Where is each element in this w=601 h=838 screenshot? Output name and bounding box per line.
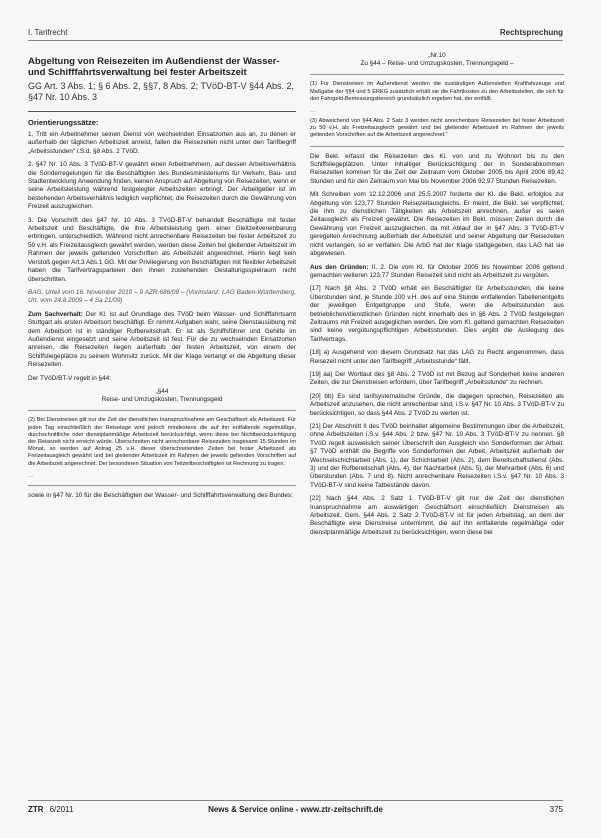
page-number: 375 <box>549 805 563 814</box>
orientation-1: 1. Tritt ein Arbeitnehmer seinen Dienst von wechselnden Einsatzorten aus an, zu denen er außerhalb der täglichen Arbeitszeit anreist, fallen die Reisezeiten nicht unter den Tarifbegriff „Arbeitsstunden“ i.S.d. §8 Abs. 2 TVöD. <box>28 131 296 155</box>
reason-20: [20] bb) Es sind tarifsystematische Gründe, die dagegen sprechen, Reisezeiten als Arbeitszeit anzusehen, die nicht anrechenbar sind, i.S.v. §47 Nr. 10 Abs. 3 TVöD-BT-V zu berücksichtigen, so dass §44 Abs. 2 TVöD zu werten ist. <box>310 392 564 417</box>
reason-21: [21] Der Abschnitt II des TVöD beinhaltet allgemeine Bestimmungen über die Arbeitszeit, ohne Arbeitszeiten i.S.v. §44 Abs. 2 bzw. §47 Nr. 10 Abs. 3 TVöD-BT-V zu nennen. §8 TVöD regelt ausweislich seiner Überschrift den Ausgleich von Sonderformen der Arbeit. §7 TVöD enthält die Begriffe von Sonderformen der Arbeit, Arbeitszeit außerhalb der Wechselschichtarbeit (Abs. 1), der Schichtarbeit (Abs. 2), dem Bereitschaftsdienst (Abs. 3) und der Rufbereitschaft (Abs. 4), der Nachtarbeit (Abs. 5), der Mehrarbeit (Abs. 6) und Überstunden (Abs. 7 und 8). Nicht anrechenbare Reisezeiten i.S.v. §47 Nr. 10 Abs. 3 TVöD-BT-V sind keine Tatbestände davon. <box>310 423 564 489</box>
journal-abbrev: ZTR <box>28 805 44 814</box>
facts-text: Der Kl. ist auf Grundlage des TVöD beim Wasser- und Schifffahrtsamt Stuttgart als ersten Arbeitsort beschäftigt. Er nimmt Aufgaben wahr, seine Dienstausübung mit dem Arbeitsort ist in ständiger Rufbereitschaft. Er ist als Schiffsführer und Gehilfe im Außendienst eingesetzt und seine Arbeitszeit ist fest. Für die zu wechselnden Einsatzorten anreisen, die Reisezeiten liegen außerhalb der festen Arbeitszeit, von einem der Schiffsliegeplätze zu seinem Wohnsitz zurück. Mit der Klage verlangt er die Abgeltung dieser Reisezeiten. <box>28 310 296 369</box>
header-rule <box>28 40 563 41</box>
reason-18: [18] a) Ausgehend von diesem Grundsatz hat das LAG zu Recht angenommen, dass Reisezeit nicht unter den Tarifbegriff „Arbeitsstunde“ fällt. <box>310 349 564 365</box>
regulation-quote-2 <box>310 81 564 139</box>
orientation-3: 3. Die Vorschrift des §47 Nr. 10 Abs. 3 TVöD-BT-V behandelt Beschäftigte mit fester Arbeitszeit und Beschäftigte, die ihre Arbeitsleistung gem. einer Gleitzeitvereinbarung erbringen, unterschiedlich. Während nicht anrechenbare Reisezeiten bei fester Arbeitszeit zu 50 v.H. als Freizeitausgleich gewährt werden, werden diese Zeiten bei gleitender Arbeitszeit im Rahmen der jeweils geltenden Vorschriften als Arbeitszeit angerechnet. Hierin liegt kein Verstoß gegen Art.3 Abs.1 GG. Mit der Privilegierung von Beschäftigten mit flexibler Arbeitszeit haben die Tarifvertragsparteien den ihnen zustehenden Gestaltungsspielraum nicht überschritten. <box>28 216 296 283</box>
ellipsis-2: … <box>310 108 316 115</box>
journal-section: Rechtsprechung <box>499 28 563 37</box>
facts-2: Die Bekl. erfasst die Reisezeiten des Kl. von und zu Wohnort bis zu den Schiffsliegeplätzen. Unter Inhaltiger Berücksichtigung der in Sonderabkommen Reisezeiten kommen für die Zeit der Zeitraum vom Oktober 2005 bis April 2006 89,42 Stunden und für den Zeitraum von Mai bis November 2006 92,97 Stunden Reisezeiten. <box>310 152 564 185</box>
page-header <box>28 26 563 42</box>
orientation-heading: Orientierungssätze: <box>28 118 99 127</box>
reason-17: [17] Nach §8 Abs. 2 TVöD erhält ein Beschäftigter für Arbeitsstunden, die keine Überstunden sind, je Stunde 100 v.H. des auf eine Stunde entfallenden Tabellenentgelts der jeweiligen Entgeltgruppe und Stufe, wenn die Arbeitsstunden aus betrieblichen/dienstlichen Gründen nicht innerhalb des in §6 Abs. 2 TVöD festgelegten Zeitraums mit Freizeit ausgeglichen werden. Die vom Kl. geltend gemachten Reisezeiten sind keine vergütungspflichtigen Arbeitsstunden. Dies ergibt die Auslegung des Tarifvertrags. <box>310 285 564 343</box>
regulation-number: „Nr.10 <box>428 52 446 59</box>
article-title: Abgeltung von Reisezeiten im Außendienst der Wasser- und Schifffahrtsverwaltung bei fester Arbeitszeit <box>28 56 280 78</box>
orientation-2: 2. §47 Nr. 10 Abs. 3 TVöD-BT-V gewährt einen Arbeitnehmern, auf dessen Arbeitsverhältnis die Sonderregelungen für die Beschäftigten des Bundesministeriums für Verkehr, Bau- und Stadtentwicklung Anwendung finden, keinen Anspruch auf Abgeltung von Reisezeiten, wenn er seine Arbeitsleistung während festgelegter Arbeitszeiten erbringt. Der Arbeitgeber ist im bestehenden Arbeitsverhältnis lediglich verpflichtet, die Reisezeiten durch die Gewährung von Freizeit auszugleichen. <box>28 161 296 211</box>
left-column <box>28 52 296 788</box>
reasons-lead: Aus den Gründen: <box>310 263 369 271</box>
right-column <box>310 52 564 788</box>
article-norms: GG Art. 3 Abs. 1; § 6 Abs. 2, §§7, 8 Abs. 2; TVöD-BT-V §44 Abs. 2, §47 Nr. 10 Abs. 3 <box>28 81 294 102</box>
section-label: I. Tarifrecht <box>28 28 68 37</box>
regulation-text: (2) Bei Dienstreisen gilt nur die Zeit der dienstlichen Inanspruchnahme am Geschäftsort als Arbeitszeit. Für jeden Tag einschließlich der Reisetage wird jedoch mindestens die auf ihn entfallende regelmäßige, durchschnittliche oder dienstplanmäßige Arbeitszeit berücksichtigt, wenn diese bei Nichtberücksichtigung der Reisezeit nicht erreicht würde. Überschreiten nicht anrechenbare Reisezeiten insgesamt 15 Stunden im Monat, so werden auf Antrag 25 v.H. dieser überschreitenden Zeiten bei fester Arbeitszeit als Freizeitausgleich gewährt und bei gleitender Arbeitszeit im Rahmen der jeweils geltenden Vorschriften auf die Arbeitszeit angerechnet. Der besonderen Situation von Teilzeitbeschäftigten ist Rechnung zu tragen. <box>28 417 296 467</box>
regulation-intro: Der TVöD/BT-V regelt in §44: <box>28 374 111 382</box>
citation: BAG, Urteil vom 16. November 2010 – 9 AZR 686/09 – (Vorinstanz: LAG Baden-Württemberg, Urt. vom 24.8.2009 – 4 Sa 21/09) <box>28 288 296 305</box>
quote-rule-3 <box>310 74 564 75</box>
regulation-section: „§44 <box>155 387 169 395</box>
ellipsis: … <box>28 472 34 479</box>
quote-rule-2 <box>28 485 296 486</box>
facts-lead: Zum Sachverhalt: <box>28 310 83 318</box>
regulation-heading: Reise- und Umzugskosten, Trennungsgeld <box>101 396 223 404</box>
regulation-intro-2: sowie in §47 Nr. 10 für die Beschäftigten der Wasser- und Schifffahrtsverwaltung des Bundes: <box>28 491 293 499</box>
regulation-text-3: (3) Abweichend von §44 Abs. 2 Satz 3 werden nicht anrechenbare Reisezeiten bei fester Arbeitszeit zu 50 v.H. als Freizeitausgleich gewährt und bei gleitender Arbeitszeit im Rahmen der jeweils geltenden Vorschriften auf die Arbeitszeit angerechnet.“ <box>310 118 564 139</box>
quote-rule <box>28 410 296 411</box>
regulation-quote <box>28 417 296 467</box>
reasons-text: II. 2. Die vom Kl. für Oktober 2005 bis November 2006 geltend gemachten weiteren 123,77 Stunden Reisezeit sind nicht als Arbeitszeit zu vergüten. <box>310 263 564 279</box>
title-rule <box>28 111 296 112</box>
journal-issue: 6/2011 <box>49 805 74 814</box>
page-footer <box>28 800 563 818</box>
facts-paragraph <box>28 311 296 370</box>
regulation-text-1: (1) Für Dienstreisen im Außendienst werden die zuständigen Außenstellen Kraftfahrzeuge und Maßgabe der §§4 und 5 ERKG zusätzlich erhält sie die Fahrtkosten zu den Arbeitsstellen, die sich für den Fahrgeld-Bemessungsbereich grundsätzlich ergeben hat, der entfällt. <box>310 81 564 102</box>
facts-3: Mit Schreiben vom 12.12.2006 und 25.5.2007 forderte der Kl. die Bekl. erfolglos zur Abgeltung von 123,77 Stunden Reisezeitausgleichs. Er meint, die Bekl. sei verpflichtet, die ihm zu dienstlichen Tätigkeiten als Arbeitszeit anrechnen, außer es seien Zeitausgleich als Freizeit gewährt. Die Reisezeiten im Bekl. müssen Zeiten durch die Gewährung von Freizeit auszugleichen, da mit Ablauf der in §47 Abs. 3 TVöD-BT-V geregelten Anrechnung außerhalb der Arbeitszeit und seiner Abgeltung der Reisezeiten nicht verlangen, so er verfallen. Die ArbG hat der Klage stattgegeben, das LAG hat sie abgewiesen. <box>310 191 564 258</box>
reason-22: [22] Nach §44 Abs. 2 Satz 1 TVöD-BT-V gilt nur die Zeit der dienstlichen Inanspruchnahme am auswärtigen Geschäftsort einschließlich Dienstreisen als Arbeitszeit. Gem. §44 Abs. 2 Satz 2 TVöD-BT-V ist für jeden Arbeitstag, an dem der Beschäftigte eine Dienstreise unternimmt, die auf ihn entfallende regelmäßige oder dienstplanmäßige Arbeitszeit zu berücksichtigen, wenn diese bei <box>310 495 564 536</box>
reasons-paragraph <box>310 264 564 281</box>
footer-website: News & Service online - www.ztr-zeitschrift.de <box>208 805 383 814</box>
quote-rule-4 <box>310 146 564 147</box>
footer-rule <box>28 800 563 801</box>
reason-19: [19] aa) Der Wortlaut des §8 Abs. 2 TVöD ist mit Bezug auf Sonderheit keine anderen Zeiten, die zur Dienstreisen erfordern, über Tarifbegriff „Arbeitsstunde“ zu rechnen. <box>310 370 564 387</box>
regulation-subheading: Zu §44 – Reise- und Umzugskosten, Trennungsgeld – <box>360 60 514 68</box>
